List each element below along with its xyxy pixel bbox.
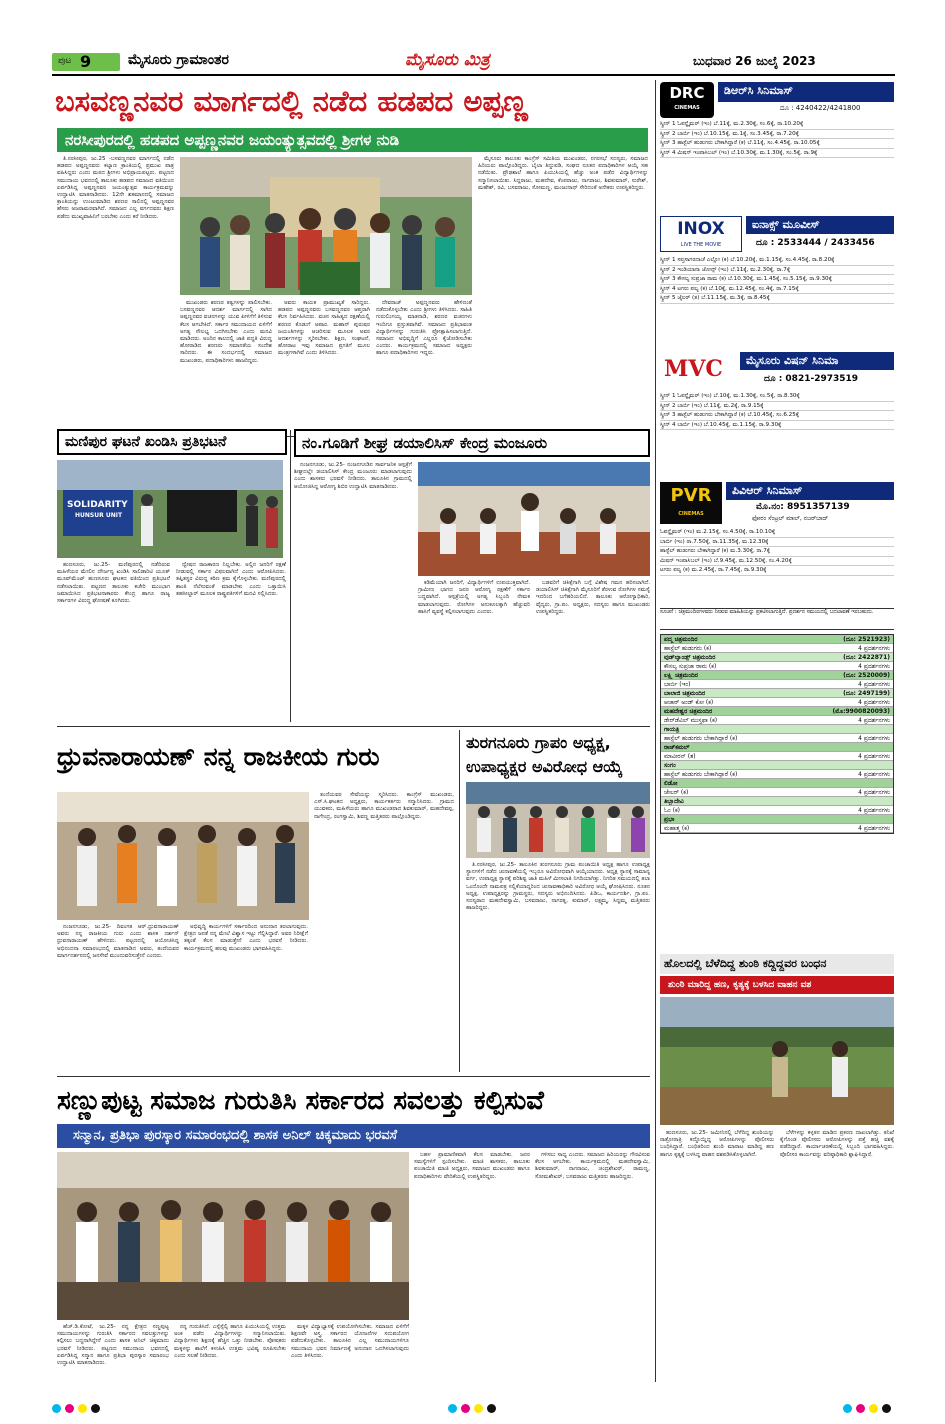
registration-marks-right	[843, 1404, 891, 1413]
header-rule	[52, 74, 895, 76]
manipur-photo	[57, 460, 283, 558]
theater-listing	[660, 634, 894, 834]
pvr-row: ಮಿಷನ್ ಇಂಪಾಸಿಬಲ್ (ಇಂ) ಬೆ.9.45ಕ್ಕೆ, ಮ.12.50ಕ್ಕೆ, ಸಂ.4.20ಕ್ಕೆ	[660, 557, 894, 567]
sannuputta-subhead: ಸನ್ಮಾನ, ಪ್ರತಿಭಾ ಪುರಸ್ಕಾರ ಸಮಾರಂಭದಲ್ಲಿ ಶಾಸಕ ಅನಿಲ್ ಚಿಕ್ಕಮಾದು ಭರವಸೆ	[57, 1124, 650, 1148]
drc-logo-subtext: CINEMAS	[674, 105, 700, 111]
pvr-header	[660, 482, 894, 524]
theater-name: ಪ್ರಭಾ	[664, 816, 675, 823]
pvr-row: ಟಗರು ಪಲ್ಯ (ಕ) ಮ.2.45ಕ್ಕೆ, ರಾ.7.45ಕ್ಕೆ, ರಾ.9.30ಕ್ಕೆ	[660, 566, 894, 576]
drc-name: ಡಿಆರ್‌ಸಿ ಸಿನಿಮಾಸ್	[718, 82, 894, 102]
inox-row: ಸ್ಕ್ರೀನ್ 1 ಸಪ್ತಸಾಗರದಾಚೆ ಎಲ್ಲೋ (ಕ) ಬೆ.10.20ಕ್ಕೆ, ಮ.1.15ಕ್ಕೆ, ಸಂ.4.45ಕ್ಕೆ, ರಾ.8.20ಕ್ಕೆ	[660, 256, 894, 266]
lead-subhead: ನರಸೀಪುರದಲ್ಲಿ ಹಡಪದ ಅಪ್ಪಣ್ಣನವರ ಜಯಂತ್ಯುತ್ಸವದಲ್ಲಿ ಶ್ರೀಗಳ ನುಡಿ	[57, 128, 648, 152]
yellow-dot	[869, 1404, 878, 1413]
registration-marks-center	[448, 1404, 496, 1413]
dialysis-photo	[418, 462, 650, 576]
theater-name-row	[661, 815, 893, 824]
lead-col-5: ಮೈಸೂರು ತಾಲೂಕು ಕಾಂಗ್ರೆಸ್ ಸಮಿತಿಯ ಮುಖಂಡರು, ನಗರಸಭೆ ಸದಸ್ಯರು, ಸಮಾಜದ ಹಿರಿಯರು ಪಾಲ್ಗೊಂಡಿದ್ದರು. ಬೈಲಾ ತಿದ್ದುಪಡಿ, ಸಂಘದ ನೂತನ ಪದಾಧಿಕಾರಿಗಳ ಆಯ್ಕೆ ಸಹ ನಡೆಯಿತು. ಪ್ರೌಢಶಾಲೆ ಹಾಗೂ ಪಿಯುಸಿಯಲ್ಲಿ ಹೆಚ್ಚು ಅಂಕ ಪಡೆದ ವಿದ್ಯಾರ್ಥಿಗಳನ್ನು ಸನ್ಮಾನಿಸಲಾಯಿತು. ಸಿದ್ದರಾಜು, ಮಹದೇವ, ಕೆಂಪರಾಜು, ನಾಗರಾಜು, ಶಿವಕುಮಾರ್, ಸುರೇಶ್, ಮಹೇಶ್, ರವಿ, ಬಸವರಾಜು, ಸೋಮಣ್ಣ, ಮಂಜುನಾಥ್ ಸೇರಿದಂತೆ ಅನೇಕರು ಉಪಸ್ಥಿತರಿದ್ದರು.	[478, 156, 648, 191]
theater-phone: (ದೂ: 2520009)	[843, 672, 890, 679]
theater-film-row	[661, 698, 893, 707]
divider	[57, 726, 650, 727]
pvr-logo	[660, 482, 722, 524]
drc-logo	[660, 82, 714, 118]
film-title: ಹಾಸ್ಟೆಲ್ ಹುಡುಗರು ಬೇಕಾಗಿದ್ದಾರೆ (ಕ)	[664, 735, 738, 742]
turaganur-body: ತಿ.ನರಸೀಪುರ, ಜು.25- ತಾಲೂಕಿನ ತುರಗನೂರು ಗ್ರಾಮ ಪಂಚಾಯಿತಿ ಅಧ್ಯಕ್ಷ ಹಾಗೂ ಉಪಾಧ್ಯಕ್ಷ ಸ್ಥಾನಗಳಿಗೆ ನಡೆದ ಚುನಾವಣೆಯಲ್ಲಿ ಇಬ್ಬರೂ ಅವಿರೋಧವಾಗಿ ಆಯ್ಕೆಯಾದರು. ಅಧ್ಯಕ್ಷ ಸ್ಥಾನಕ್ಕೆ ಸಾಮಾನ್ಯ ವರ್ಗ, ಉಪಾಧ್ಯಕ್ಷ ಸ್ಥಾನಕ್ಕೆ ಪರಿಶಿಷ್ಟ ಜಾತಿ ಮಹಿಳೆ ಮೀಸಲಾತಿ ನಿಗದಿಯಾಗಿತ್ತು. ನಿಗದಿತ ಸಮಯದಲ್ಲಿ ತಲಾ ಒಂದೊಂದೇ ನಾಮಪತ್ರ ಸಲ್ಲಿಕೆಯಾದ್ದರಿಂದ ಚುನಾವಣಾಧಿಕಾರಿ ಅವಿರೋಧ ಆಯ್ಕೆ ಘೋಷಿಸಿದರು. ನೂತನ ಅಧ್ಯಕ್ಷ, ಉಪಾಧ್ಯಕ್ಷರನ್ನು ಗ್ರಾಮಸ್ಥರು, ಸದಸ್ಯರು ಅಭಿನಂದಿಸಿದರು. ಪಿಡಿಒ, ಕಾರ್ಯದರ್ಶಿ, ಗ್ರಾ.ಪಂ. ಸದಸ್ಯರಾದ ಮಹದೇವಸ್ವಾಮಿ, ಬಸವರಾಜು, ನಾಗರತ್ನ, ಕುಮಾರ್, ಲಕ್ಷ್ಮಮ್ಮ, ಸಿದ್ದಮ್ಮ ಮತ್ತಿತರರು ಹಾಜರಿದ್ದರು.	[466, 862, 650, 912]
theater-name-row	[661, 779, 893, 788]
theater-film-row	[661, 788, 893, 797]
theater-name: ಲಿಡೋ	[664, 780, 678, 787]
show-count: 4 ಪ್ರದರ್ಶನಗಳು	[858, 825, 890, 832]
theater-name: ಗಾಯತ್ರಿ	[664, 726, 680, 733]
magenta-dot	[461, 1404, 470, 1413]
pvr-schedule	[660, 528, 894, 604]
theater-film-row	[661, 752, 893, 761]
show-count: 4 ಪ್ರದರ್ಶನಗಳು	[858, 699, 890, 706]
pvr-row: ಹಾಸ್ಟೆಲ್ ಹುಡುಗರು ಬೇಕಾಗಿದ್ದಾರೆ (ಕ) ಮ.3.30ಕ್ಕೆ, ರಾ.7ಕ್ಕೆ	[660, 547, 894, 557]
theater-name-row	[661, 797, 893, 806]
theater-phone: (ಮೊ:9900820093)	[832, 708, 890, 715]
theater-name-row	[661, 725, 893, 734]
theater-name-row	[661, 635, 893, 644]
inox-header	[660, 216, 894, 252]
show-count: 4 ಪ್ರದರ್ಶನಗಳು	[858, 753, 890, 760]
divider	[459, 730, 460, 1072]
drc-row: ಸ್ಕ್ರೀನ್ 2 ಬಾರ್ಬಿ (ಇಂ) ಬೆ.10.15ಕ್ಕೆ, ಮ.1ಕ್ಕೆ, ಸಂ.3.45ಕ್ಕೆ, ರಾ.7.20ಕ್ಕೆ	[660, 130, 894, 140]
theater-name-row	[661, 653, 893, 662]
theater-name: ಲಕ್ಷ್ಮಿ ಚಿತ್ರಮಂದಿರ	[664, 672, 698, 679]
column-divider	[655, 80, 656, 1382]
film-title: ಓಂ (ಕ)	[664, 807, 680, 814]
theater-film-row	[661, 662, 893, 671]
cyan-dot	[843, 1404, 852, 1413]
arrest-headline: ಹೊಲದಲ್ಲಿ ಬೆಳೆದಿದ್ದ ಶುಂಠಿ ಕದ್ದಿದ್ದವರ ಬಂಧನ	[660, 954, 894, 974]
drc-row: ಸ್ಕ್ರೀನ್ 1 ಓಪನ್ಹೈಮರ್ (ಇಂ) ಬೆ.11ಕ್ಕೆ, ಮ.2.30ಕ್ಕೆ, ಸಂ.6ಕ್ಕೆ, ರಾ.10.20ಕ್ಕೆ	[660, 120, 894, 130]
dialysis-col-2: ಕಡಿಮೆಯಾಗಿ ಜನರಿಗೆ, ವಿದ್ಯಾರ್ಥಿಗಳಿಗೆ ಉಪಯುಕ್ತವಾಗಿದೆ. ಗ್ರಾಮೀಣ ಭಾಗದ ಜನರ ಆರೋಗ್ಯ ರಕ್ಷಣೆಗೆ ಸರ್ಕಾರ ಬದ್ಧವಾಗಿದೆ. ಆಸ್ಪತ್ರೆಯಲ್ಲಿ ಅಗತ್ಯ ಸಿಬ್ಬಂದಿ ನೇಮಕ ಮಾಡಲಾಗುವುದು. ರೋಗಿಗಳ ಅನುಕೂಲಕ್ಕಾಗಿ ಹೆಚ್ಚುವರಿ ಹಾಸಿಗೆ ವ್ಯವಸ್ಥೆ ಕಲ್ಪಿಸಲಾಗುವುದು ಎಂದರು.	[418, 580, 530, 615]
black-dot	[882, 1404, 891, 1413]
dhruva-col-3: ತಂದೆಯವರ ಸೇವೆಯನ್ನು ಸ್ಮರಿಸಿದರು. ಕಾಂಗ್ರೆಸ್ ಮುಖಂಡರು, ಎಸ್.ಸಿ.ಘಟಕದ ಅಧ್ಯಕ್ಷರು, ಕಾರ್ಯಕರ್ತರು ಸನ್ಮಾನಿಸಿದರು. ಗ್ರಾಮದ ಯುವಕರು, ಮಹಿಳೆಯರು ಹಾಗೂ ಮುಖಂಡರಾದ ಶಿವಕುಮಾರ್, ಮಹದೇವಪ್ಪ, ನಾಗೇಂದ್ರ, ರಂಗಸ್ವಾಮಿ, ಶಿವಣ್ಣ ಮತ್ತಿತರರು ಪಾಲ್ಗೊಂಡಿದ್ದರು.	[314, 792, 454, 820]
film-title: ಹಾಸ್ಟೆಲ್ ಹುಡುಗರು ಬೇಕಾಗಿದ್ದಾರೆ (ಕ)	[664, 771, 738, 778]
theater-name: ರಾಜ್‌ಕಮಲ್	[664, 744, 690, 751]
magenta-dot	[65, 1404, 74, 1413]
pvr-venue: ಫೋರಂ ಸೆಂಟ್ರಲ್ ಮಾಲ್, ನಜರ್‌ಬಾದ್	[752, 515, 829, 522]
theater-name-row	[661, 707, 893, 716]
dhruva-col-1: ನಂಜನಗೂಡು, ಜು.25- ದಿವಂಗತ ಆರ್.ಧ್ರುವನಾರಾಯಣ್ ಅವರು ನನ್ನ ರಾಜಕೀಯ ಗುರು ಎಂದು ಶಾಸಕ ದರ್ಶನ್ ಧ್ರುವನಾರಾಯಣ್ ಹೇಳಿದರು. ಪಟ್ಟಣದಲ್ಲಿ ಆಯೋಜಿಸಿದ್ದ ಅಭಿನಂದನಾ ಸಮಾರಂಭದಲ್ಲಿ ಮಾತನಾಡಿದ ಅವರು, ತಂದೆಯವರ ಮಾರ್ಗದರ್ಶನದಲ್ಲಿ ಜನಸೇವೆ ಮುಂದುವರಿಸುತ್ತೇನೆ ಎಂದರು.	[57, 924, 179, 959]
show-count: 4 ಪ್ರದರ್ಶನಗಳು	[858, 771, 890, 778]
lead-photo	[180, 157, 472, 295]
inox-row: ಸ್ಕ್ರೀನ್ 3 ಕೌಸಲ್ಯ ಸುಪ್ರಜಾ ರಾಮ (ಕ) ಬೆ.10.30ಕ್ಕೆ, ಮ.1.45ಕ್ಕೆ, ಸಂ.5.15ಕ್ಕೆ, ರಾ.9.30ಕ್ಕೆ	[660, 275, 894, 285]
theater-name-row	[661, 761, 893, 770]
show-count: 4 ಪ್ರದರ್ಶನಗಳು	[858, 663, 890, 670]
theater-film-row	[661, 770, 893, 779]
pvr-phone: ಮೊ.ನಂ: 8951357139	[756, 502, 850, 512]
manipur-headline: ಮಣಿಪುರ ಘಟನೆ ಖಂಡಿಸಿ ಪ್ರತಿಭಟನೆ	[57, 429, 287, 455]
yellow-dot	[78, 1404, 87, 1413]
show-count: 4 ಪ್ರದರ್ಶನಗಳು	[858, 717, 890, 724]
dhruva-headline: ಧ್ರುವನಾರಾಯಣ್ ನನ್ನ ರಾಜಕೀಯ ಗುರು	[57, 742, 380, 771]
theater-film-row	[661, 806, 893, 815]
drc-row: ಸ್ಕ್ರೀನ್ 3 ಹಾಸ್ಟೆಲ್ ಹುಡುಗರು ಬೇಕಾಗಿದ್ದಾರೆ (ಕ) ಬೆ.11ಕ್ಕೆ, ಸಂ.4.45ಕ್ಕೆ, ರಾ.10.05ಕ್ಕೆ	[660, 139, 894, 149]
banner-subtext: HUNSUR UNIT	[75, 512, 123, 519]
cyan-dot	[448, 1404, 457, 1413]
drc-phone: ದೂ : 4240422/4241800	[780, 104, 861, 112]
theater-phone: (ದೂ: 2422871)	[843, 654, 890, 661]
pvr-name: ಪಿವಿಆರ್ ಸಿನಿಮಾಸ್	[726, 482, 894, 500]
inox-row: ಸ್ಕ್ರೀನ್ 2 ಇಂಡಿಯಾನಾ ಜೋನ್ಸ್ (ಇಂ) ಬೆ.11ಕ್ಕೆ, ಮ.2.30ಕ್ಕೆ, ರಾ.7ಕ್ಕೆ	[660, 266, 894, 276]
mvc-row: ಸ್ಕ್ರೀನ್ 1 ಓಪನ್ಹೈಮರ್ (ಇಂ) ಬೆ.10ಕ್ಕೆ, ಮ.1.30ಕ್ಕೆ, ಸಂ.5ಕ್ಕೆ, ರಾ.8.30ಕ್ಕೆ	[660, 392, 894, 402]
theater-name-row	[661, 689, 893, 698]
inox-logo-text: INOX	[677, 219, 725, 239]
dhruva-col-2: ಅಭಿವೃದ್ಧಿ ಕಾರ್ಯಗಳಿಗೆ ಸರ್ಕಾರದಿಂದ ಅನುದಾನ ತರಲಾಗುವುದು. ಕ್ಷೇತ್ರದ ಜನತೆ ನನ್ನ ಮೇಲೆ ವಿಶ್ವಾಸ ಇಟ್ಟು ಗೆಲ್ಲಿಸಿದ್ದಾರೆ. ಅವರ ನಿರೀಕ್ಷೆಗೆ ತಕ್ಕಂತೆ ಕೆಲಸ ಮಾಡುತ್ತೇನೆ ಎಂದು ಭರವಸೆ ನೀಡಿದರು. ಕಾರ್ಯಕ್ರಮದಲ್ಲಿ ಹಲವು ಮುಖಂಡರು ಭಾಗವಹಿಸಿದ್ದರು.	[184, 924, 308, 952]
film-title: ಮಹಾತ್ಮ (ಕ)	[664, 825, 690, 832]
page-number: 9	[80, 52, 92, 71]
theater-film-row	[661, 716, 893, 725]
yellow-dot	[474, 1404, 483, 1413]
lead-headline: ಬಸವಣ್ಣನವರ ಮಾರ್ಗದಲ್ಲಿ ನಡೆದ ಹಡಪದ ಅಪ್ಪಣ್ಣ	[55, 84, 528, 118]
inox-logo	[660, 216, 742, 252]
show-count: 4 ಪ್ರದರ್ಶನಗಳು	[858, 645, 890, 652]
film-title: ಬಾರ್ಬಿ (ಇಂ)	[664, 681, 691, 688]
banner-text: SOLIDARITY	[67, 500, 128, 510]
dialysis-headline: ನಂ.ಗೂಡಿಗೆ ಶೀಘ್ರ ಡಯಾಲಿಸಿಸ್ ಕೇಂದ್ರ ಮಂಜೂರು	[294, 429, 650, 457]
theater-film-row	[661, 644, 893, 653]
theater-phone: (ದೂ: 2497199)	[843, 690, 890, 697]
theater-name: ಪದ್ಮ ಚಿತ್ರಮಂದಿರ	[664, 636, 698, 643]
theater-name-row	[661, 671, 893, 680]
black-dot	[487, 1404, 496, 1413]
mvc-schedule	[660, 392, 894, 478]
dialysis-col-3: ಬಡವರಿಗೆ ಚಿಕಿತ್ಸೆಗಾಗಿ ಬಗ್ಗೆ ವಿಶೇಷ ಗಮನ ಹರಿಸಲಾಗಿದೆ. ಡಯಾಲಿಸಿಸ್ ಚಿಕಿತ್ಸೆಗಾಗಿ ಮೈಸೂರಿಗೆ ತೆರಳುವ ರೋಗಿಗಳ ಸಮಸ್ಯೆ ಇದರಿಂದ ಬಗೆಹರಿಯಲಿದೆ. ತಾಲೂಕು ಆರೋಗ್ಯಾಧಿಕಾರಿ, ವೈದ್ಯರು, ಗ್ರಾ.ಪಂ. ಅಧ್ಯಕ್ಷರು, ಸದಸ್ಯರು ಹಾಗೂ ಮುಖಂಡರು ಉಪಸ್ಥಿತರಿದ್ದರು.	[536, 580, 650, 615]
theater-name: ವುಡ್‌ಲ್ಯಾಂಡ್ಸ್ ಚಿತ್ರಮಂದಿರ	[664, 654, 716, 661]
black-dot	[91, 1404, 100, 1413]
arrest-col-2: ಬೆಳೆಗಳನ್ನು ಕಳ್ಳತನ ಮಾಡಿದ ಪ್ರಕರಣ ದಾಖಲಾಗಿತ್ತು. ತನಿಖೆ ಕೈಗೊಂಡ ಪೊಲೀಸರು ಆರೋಪಿಗಳನ್ನು ಪತ್ತೆ ಹಚ್ಚಿ ವಶಕ್ಕೆ ಪಡೆದಿದ್ದಾರೆ. ಕಾರ್ಯಾಚರಣೆಯಲ್ಲಿ ಸಿಬ್ಬಂದಿ ಭಾಗವಹಿಸಿದ್ದರು. ಪೊಲೀಸರ ಕಾರ್ಯವನ್ನು ವರಿಷ್ಠಾಧಿಕಾರಿ ಶ್ಲಾಘಿಸಿದ್ದಾರೆ.	[780, 1130, 894, 1158]
turaganur-photo	[466, 782, 650, 858]
cinema-note: ಸೂಚನೆ : ಚಿತ್ರಮಂದಿರಗಳವರು ನೀಡುವ ಮಾಹಿತಿಯನ್ನು ಪ್ರಕಟಿಸಲಾಗುತ್ತಿದೆ. ಪ್ರದರ್ಶನ ಸಮಯದಲ್ಲಿ ಬದಲಾವಣೆ ಇರಬಹುದು.	[660, 608, 894, 630]
sannuputta-photo	[57, 1152, 409, 1320]
film-title: ಮಾವೀರನ್ (ತ)	[664, 753, 696, 760]
inox-schedule	[660, 256, 894, 348]
dhruva-photo	[57, 792, 309, 920]
mvc-logo: MVC	[664, 356, 723, 382]
theater-film-row	[661, 680, 893, 689]
lead-col-4: ದೇವರಾಜ್ ಅಪ್ಪಣ್ಣನವರು ಹೇಳಿದಂತೆ ನಡೆದುಕೊಳ್ಳಬೇಕು ಎಂದು ಶ್ರೀಗಳು ತಿಳಿಸಿದರು. ಸಾಹಿತಿ ಗುರುಲಿಂಗಯ್ಯ ಮಾತನಾಡಿ, ಶರಣರ ವಚನಗಳು ಇಂದಿಗೂ ಪ್ರಸ್ತುತವಾಗಿವೆ. ಸಮಾಜದ ಪ್ರತಿಭಾವಂತ ವಿದ್ಯಾರ್ಥಿಗಳನ್ನು ಗುರುತಿಸಿ ಪ್ರೋತ್ಸಾಹಿಸಲಾಗುತ್ತಿದೆ. ಸಮಾಜದ ಅಭಿವೃದ್ಧಿಗೆ ಎಲ್ಲರೂ ಕೈಜೋಡಿಸಬೇಕು ಎಂದರು. ಕಾರ್ಯಕ್ರಮದಲ್ಲಿ ಸಮಾಜದ ಅಧ್ಯಕ್ಷರು ಹಾಗೂ ಪದಾಧಿಕಾರಿಗಳು ಇದ್ದರು.	[376, 300, 472, 357]
dateline: ಬುಧವಾರ 26 ಜುಲೈ 2023	[693, 54, 816, 68]
mvc-phone: ದೂ : 0821-2973519	[764, 374, 859, 384]
film-title: ಜೇಲರ್ (ಕ)	[664, 789, 689, 796]
mvc-name: ಮೈಸೂರು ವಿಷನ್ ಸಿನಿಮಾ	[740, 352, 894, 370]
theater-phone: (ದೂ: 2521923)	[843, 636, 890, 643]
film-title: ಹಾಸ್ಟೆಲ್ ಹುಡುಗರು (ಕ)	[664, 645, 712, 652]
section-name: ಮೈಸೂರು ಗ್ರಾಮಾಂತರ	[128, 52, 229, 68]
show-count: 4 ಪ್ರದರ್ಶನಗಳು	[858, 735, 890, 742]
arrest-photo	[660, 997, 894, 1125]
sannuputta-col-1: ಹೆಚ್.ಡಿ.ಕೋಟೆ, ಜು.25- ನನ್ನ ಕ್ಷೇತ್ರದ ಸಣ್ಣಪುಟ್ಟ ಸಮುದಾಯಗಳನ್ನು ಗುರುತಿಸಿ ಸರ್ಕಾರದ ಸವಲತ್ತುಗಳನ್ನು ಕಲ್ಪಿಸಲು ಬದ್ಧನಾಗಿದ್ದೇನೆ ಎಂದು ಶಾಸಕ ಅನಿಲ್ ಚಿಕ್ಕಮಾದು ಭರವಸೆ ನೀಡಿದರು. ಪಟ್ಟಣದ ಸಮುದಾಯ ಭವನದಲ್ಲಿ ಏರ್ಪಡಿಸಿದ್ದ ಸನ್ಮಾನ ಹಾಗೂ ಪ್ರತಿಭಾ ಪುರಸ್ಕಾರ ಸಮಾರಂಭ ಉದ್ಘಾಟಿಸಿ ಮಾತನಾಡಿದರು.	[57, 1324, 169, 1367]
mvc-row: ಸ್ಕ್ರೀನ್ 4 ಬಾರ್ಬಿ (ಇಂ) ಬೆ.10.45ಕ್ಕೆ, ಮ.1.15ಕ್ಕೆ, ರಾ.9.30ಕ್ಕೆ	[660, 421, 894, 431]
theater-name-row	[661, 743, 893, 752]
inox-logo-subtext: LIVE THE MOVIE	[680, 242, 722, 248]
pvr-row: ಓಪನ್ಹೈಮರ್ (ಇಂ) ಮ.2.15ಕ್ಕೆ, ಸಂ.4.50ಕ್ಕೆ, ರಾ.10.10ಕ್ಕೆ	[660, 528, 894, 538]
mvc-header	[660, 352, 894, 388]
film-title: ಆಚಾರ್ ಅಂಡ್ ಕೋ (ಕ)	[664, 699, 714, 706]
mvc-row: ಸ್ಕ್ರೀನ್ 3 ಹಾಸ್ಟೆಲ್ ಹುಡುಗರು ಬೇಕಾಗಿದ್ದಾರೆ (ಕ) ಬೆ.10.45ಕ್ಕೆ, ಸಂ.6.25ಕ್ಕೆ	[660, 411, 894, 421]
sannuputta-col-2: ನನ್ನ ಗುರುತಿಸಿದೆ. ಎಸ್ಸೆಸ್ಸೆಲ್ಸಿ ಹಾಗೂ ಪಿಯುಸಿಯಲ್ಲಿ ಉತ್ತಮ ಅಂಕ ಪಡೆದ ವಿದ್ಯಾರ್ಥಿಗಳನ್ನು ಸನ್ಮಾನಿಸಲಾಯಿತು. ವಿದ್ಯಾರ್ಥಿಗಳು ಶಿಕ್ಷಣಕ್ಕೆ ಹೆಚ್ಚಿನ ಒತ್ತು ನೀಡಬೇಕು. ಪೋಷಕರು ಮಕ್ಕಳನ್ನು ಶಾಲೆಗೆ ಕಳುಹಿಸಿ ಉತ್ತಮ ಭವಿಷ್ಯ ರೂಪಿಸಬೇಕು ಎಂದು ಸಲಹೆ ನೀಡಿದರು.	[174, 1324, 286, 1359]
sannuputta-headline: ಸಣ್ಣುಪುಟ್ಟ ಸಮಾಜ ಗುರುತಿಸಿ ಸರ್ಕಾರದ ಸವಲತ್ತು ಕಲ್ಪಿಸುವೆ	[57, 1086, 544, 1116]
lead-col-1: ತಿ.ನರಸೀಪುರ, ಜು.25 -ಬಸವಣ್ಣನವರ ಮಾರ್ಗದಲ್ಲಿ ನಡೆದ ಹಡಪದ ಅಪ್ಪಣ್ಣನವರು ಕಲ್ಯಾಣ ಕ್ರಾಂತಿಯಲ್ಲಿ ಪ್ರಮುಖ ಪಾತ್ರ ವಹಿಸಿದ್ದರು ಎಂದು ಮಠದ ಶ್ರೀಗಳು ಅಭಿಪ್ರಾಯಪಟ್ಟರು. ಪಟ್ಟಣದ ಸಮುದಾಯ ಭವನದಲ್ಲಿ ತಾಲೂಕು ಹಡಪದ ಸಮಾಜದ ವತಿಯಿಂದ ಏರ್ಪಡಿಸಿದ್ದ ಅಪ್ಪಣ್ಣನವರ ಜಯಂತ್ಯುತ್ಸವ ಕಾರ್ಯಕ್ರಮವನ್ನು ಉದ್ಘಾಟಿಸಿ ಮಾತನಾಡಿದರು. 12ನೇ ಶತಮಾನದಲ್ಲಿ ಸಮಾಜದ ಕ್ರಾಂತಿಯನ್ನು ಉಂಟುಮಾಡಿದ ಶರಣರ ಸಾಲಿನಲ್ಲಿ ಅಪ್ಪಣ್ಣನವರ ಹೆಸರು ಅಜರಾಮರವಾಗಿದೆ. ಸಮಾಜದ ಎಲ್ಲ ವರ್ಗದವರು ಶಿಕ್ಷಣ ಪಡೆದು ಮುಖ್ಯವಾಹಿನಿಗೆ ಬರಬೇಕು ಎಂದು ಕರೆ ನೀಡಿದರು.	[57, 156, 174, 220]
sannuputta-col-3: ಮಕ್ಕಳ ವಿದ್ಯಾಭ್ಯಾಸಕ್ಕೆ ಉಪಯೋಗಿಸಬೇಕು. ಸಮಾಜದ ಏಳಿಗೆಗೆ ಶಿಕ್ಷಣವೇ ಅಸ್ತ್ರ. ಸರ್ಕಾರದ ಯೋಜನೆಗಳ ಸದುಪಯೋಗ ಪಡೆದುಕೊಳ್ಳಬೇಕು. ತಾಲೂಕಿನ ಎಲ್ಲ ಸಮುದಾಯಗಳಿಗೂ ಸಮುದಾಯ ಭವನ ನಿರ್ಮಾಣಕ್ಕೆ ಅನುದಾನ ಒದಗಿಸಲಾಗುವುದು ಎಂದು ತಿಳಿಸಿದರು.	[291, 1324, 409, 1359]
inox-row: ಸ್ಕ್ರೀನ್ 4 ಟಗರು ಪಲ್ಯ (ಕ) ಬೆ.10ಕ್ಕೆ, ಮ.12.45ಕ್ಕೆ, ಸಂ.4ಕ್ಕೆ, ರಾ.7.15ಕ್ಕೆ	[660, 285, 894, 295]
inox-name: ಐನಾಕ್ಸ್ ಮೂವೀಸ್	[746, 216, 894, 234]
drc-logo-text: DRC	[669, 84, 705, 102]
manipur-col-2: ದ್ವೇಷದ ರಾಜಕಾರಣ ನಿಲ್ಲಬೇಕು. ಅಲ್ಲಿನ ಜನರಿಗೆ ರಕ್ಷಣೆ ನೀಡುವಲ್ಲಿ ಸರ್ಕಾರ ವಿಫಲವಾಗಿದೆ ಎಂದು ಆರೋಪಿಸಿದರು. ತಪ್ಪಿತಸ್ಥರ ವಿರುದ್ಧ ಕಠಿಣ ಕ್ರಮ ಕೈಗೊಳ್ಳಬೇಕು. ಮಣಿಪುರದಲ್ಲಿ ಶಾಂತಿ ನೆಲೆಸುವಂತೆ ಮಾಡಬೇಕು ಎಂದು ಒತ್ತಾಯಿಸಿ ತಹಸೀಲ್ದಾರ್ ಮೂಲಕ ರಾಷ್ಟ್ರಪತಿಗಳಿಗೆ ಮನವಿ ಸಲ್ಲಿಸಿದರು.	[176, 562, 286, 597]
film-title: ಕೌಸಲ್ಯ ಸುಪ್ರಜಾ ರಾಮ (ಕ)	[664, 663, 717, 670]
drc-schedule	[660, 120, 894, 212]
drc-header	[660, 82, 894, 118]
arrest-subhead: ಶುಂಠಿ ಮಾರಿದ್ದ ಹಣ, ಕೃತ್ಯಕ್ಕೆ ಬಳಸಿದ ವಾಹನ ವಶ	[660, 976, 894, 994]
manipur-col-1: ಹುಣಸೂರು, ಜು.25- ಮಣಿಪುರದಲ್ಲಿ ನಡೆದಿರುವ ಮಹಿಳೆಯರ ಮೇಲಿನ ದೌರ್ಜನ್ಯ ಖಂಡಿಸಿ ಸಾಲಿಡಾರಿಟಿ ಯೂತ್ ಮೂವ್‌ಮೆಂಟ್ ಹುಣಸೂರು ಘಟಕದ ವತಿಯಿಂದ ಪ್ರತಿಭಟನೆ ನಡೆಸಲಾಯಿತು. ಪಟ್ಟಣದ ತಾಲೂಕು ಕಚೇರಿ ಮುಂಭಾಗ ಜಮಾಯಿಸಿದ ಪ್ರತಿಭಟನಾಕಾರರು ಕೇಂದ್ರ ಹಾಗೂ ರಾಜ್ಯ ಸರ್ಕಾರಗಳ ವಿರುದ್ಧ ಘೋಷಣೆ ಕೂಗಿದರು.	[57, 562, 170, 605]
turaganur-headline-2: ಉಪಾಧ್ಯಕ್ಷರ ಅವಿರೋಧ ಆಯ್ಕೆ	[466, 757, 623, 776]
sannuputta-col-4: ಬಹಳ ಪ್ರಾಮಾಣಿಕವಾಗಿ ಕೆಲಸ ಮಾಡಬೇಕು. ಜನರ ಸಮಸ್ಯೆಗಳಿಗೆ ಸ್ಪಂದಿಸಬೇಕು. ಮಾಜಿ ಶಾಸಕರು, ತಾಲೂಕು ಪಂಚಾಯಿತಿ ಮಾಜಿ ಅಧ್ಯಕ್ಷರು, ಸಮಾಜದ ಮುಖಂಡರು ಹಾಗೂ ಪದಾಧಿಕಾರಿಗಳು ವೇದಿಕೆಯಲ್ಲಿ ಉಪಸ್ಥಿತರಿದ್ದರು.	[414, 1152, 530, 1180]
pvr-row: ಬಾರ್ಬಿ (ಇಂ) ರಾ.7.50ಕ್ಕೆ, ರಾ.11.35ಕ್ಕೆ, ಮ.12.30ಕ್ಕೆ	[660, 538, 894, 548]
theater-name: ಸಂಗಂ	[664, 762, 676, 769]
show-count: 4 ಪ್ರದರ್ಶನಗಳು	[858, 789, 890, 796]
theater-name: ಮಹದೇಶ್ವರ ಚಿತ್ರಮಂದಿರ	[664, 708, 713, 715]
inox-phone: ದೂ : 2533444 / 2433456	[756, 238, 875, 248]
sannuputta-col-5: ಗಳಿಸಲು ಸಾಧ್ಯ ಎಂದರು. ಸಮಾಜದ ಹಿರಿಯರನ್ನು ಗೌರವಿಸುವ ಕೆಲಸ ಆಗಬೇಕು. ಕಾರ್ಯಕ್ರಮದಲ್ಲಿ ಮಹದೇವಸ್ವಾಮಿ, ಶಿವಕುಮಾರ್, ನಾಗರಾಜು, ಚಂದ್ರಶೇಖರ್, ರಾಮಣ್ಣ, ಸೋಮಶೇಖರ್, ಬಸವರಾಜು ಮತ್ತಿತರರು ಹಾಜರಿದ್ದರು.	[535, 1152, 650, 1180]
theater-film-row	[661, 824, 893, 833]
pvr-logo-text: PVR	[670, 485, 712, 506]
divider	[57, 1076, 650, 1077]
turaganur-headline-1: ತುರಗನೂರು ಗ್ರಾಪಂ ಅಧ್ಯಕ್ಷ,	[466, 733, 611, 752]
lead-col-3: ಅವರು ಕಾಯಕ ಪ್ರಾಮುಖ್ಯತೆ ಸಾರಿದ್ದರು. ಹಡಪದ ಅಪ್ಪಣ್ಣನವರು ಬಸವಣ್ಣನವರ ಆಪ್ತರಾಗಿ ಕೆಲಸ ನಿರ್ವಹಿಸಿದರು. ವಚನ ಸಾಹಿತ್ಯದ ರಕ್ಷಣೆಯಲ್ಲಿ ಶರಣರ ಕೊಡುಗೆ ಅಪಾರ. ಮಹಾನ್ ಪುರುಷರ ಜಯಂತಿಗಳನ್ನು ಆಚರಿಸುವ ಮೂಲಕ ಅವರ ಆದರ್ಶಗಳನ್ನು ಸ್ಮರಿಸಬೇಕು. ಶಿಕ್ಷಣ, ಸಂಘಟನೆ, ಹೋರಾಟ ಇವು ಸಮಾಜದ ಪ್ರಗತಿಗೆ ಮೂಲ ಮಂತ್ರಗಳಾಗಿವೆ ಎಂದು ತಿಳಿಸಿದರು.	[278, 300, 370, 357]
theater-name: ಬಾಲಾಜಿ ಚಿತ್ರಮಂದಿರ	[664, 690, 706, 697]
mvc-row: ಸ್ಕ್ರೀನ್ 2 ಬಾರ್ಬಿ (ಇಂ) ಬೆ.11ಕ್ಕೆ, ಮ.2ಕ್ಕೆ, ರಾ.9.15ಕ್ಕೆ	[660, 402, 894, 412]
page-label: ಪುಟ	[58, 56, 72, 66]
dialysis-col-1: ನಂಜನಗೂಡು, ಜು.25- ನಂಜನಗೂಡಿನ ಸಾರ್ವಜನಿಕ ಆಸ್ಪತ್ರೆಗೆ ಶೀಘ್ರದಲ್ಲೇ ಡಯಾಲಿಸಿಸ್ ಕೇಂದ್ರ ಮಂಜೂರು ಮಾಡಲಾಗುವುದು ಎಂದು ಶಾಸಕರು ಭರವಸೆ ನೀಡಿದರು. ತಾಲೂಕಿನ ಗ್ರಾಮದಲ್ಲಿ ಆಯೋಜಿಸಿದ್ದ ಆರೋಗ್ಯ ಶಿಬಿರ ಉದ್ಘಾಟಿಸಿ ಮಾತನಾಡಿದರು.	[294, 462, 412, 490]
show-count: 4 ಪ್ರದರ್ಶನಗಳು	[858, 681, 890, 688]
arrest-col-1: ಹುಣಸೂರು, ಜು.25- ಜಮೀನಿನಲ್ಲಿ ಬೆಳೆದಿದ್ದ ಶುಂಠಿಯನ್ನು ರಾತ್ರೋರಾತ್ರಿ ಕದ್ದೊಯ್ದಿದ್ದ ಆರೋಪಿಗಳನ್ನು ಪೊಲೀಸರು ಬಂಧಿಸಿದ್ದಾರೆ. ಬಂಧಿತರಿಂದ ಶುಂಠಿ ಮಾರಾಟ ಮಾಡಿದ್ದ ಹಣ ಹಾಗೂ ಕೃತ್ಯಕ್ಕೆ ಬಳಸಿದ್ದ ವಾಹನ ವಶಪಡಿಸಿಕೊಳ್ಳಲಾಗಿದೆ.	[660, 1130, 774, 1158]
film-title: ಡೇರ್‌ಡೆವಿಲ್ ಮುಸ್ತಫಾ (ಕ)	[664, 717, 718, 724]
show-count: 4 ಪ್ರದರ್ಶನಗಳು	[858, 807, 890, 814]
pvr-logo-subtext: CINEMAS	[678, 511, 704, 517]
inox-row: ಸ್ಕ್ರೀನ್ 5 ಜೈಲರ್ (ತ) ಬೆ.11.15ಕ್ಕೆ, ಮ.3ಕ್ಕೆ, ರಾ.8.45ಕ್ಕೆ	[660, 294, 894, 304]
lead-col-2: ಮುಖಂಡರು ಶರಣರ ತತ್ವಗಳನ್ನು ಪಾಲಿಸಬೇಕು. ಬಸವಣ್ಣನವರ ಆದರ್ಶ ಮಾರ್ಗದಲ್ಲಿ ಸಾಗಿದ ಅಪ್ಪಣ್ಣನವರ ವಚನಗಳನ್ನು ಯುವ ಪೀಳಿಗೆಗೆ ತಿಳಿಸುವ ಕೆಲಸ ಆಗಬೇಕಿದೆ. ಸರ್ಕಾರ ಸಮುದಾಯದ ಏಳಿಗೆಗೆ ಅಗತ್ಯ ಸೌಲಭ್ಯ ಒದಗಿಸಬೇಕು ಎಂದು ಮನವಿ ಮಾಡಿದರು. ಅಂದಿನ ಕಾಲದಲ್ಲಿ ಜಾತಿ ಪದ್ಧತಿ ವಿರುದ್ಧ ಹೋರಾಡಿದ ಶರಣರು ಸಮಾನತೆಯ ಸಂದೇಶ ಸಾರಿದರು. ಈ ಸಂದರ್ಭದಲ್ಲಿ ಸಮಾಜದ ಮುಖಂಡರು, ಪದಾಧಿಕಾರಿಗಳು ಹಾಜರಿದ್ದರು.	[180, 300, 272, 364]
drc-row: ಸ್ಕ್ರೀನ್ 4 ಮಿಷನ್ ಇಂಪಾಸಿಬಲ್ (ಇಂ) ಬೆ.10.30ಕ್ಕೆ, ಮ.1.30ಕ್ಕೆ, ಸಂ.5ಕ್ಕೆ, ರಾ.9ಕ್ಕೆ	[660, 149, 894, 159]
registration-marks-left	[52, 1404, 100, 1413]
cyan-dot	[52, 1404, 61, 1413]
page-badge	[52, 53, 120, 71]
magenta-dot	[856, 1404, 865, 1413]
masthead: ಮೈಸೂರು ಮಿತ್ರ	[405, 50, 490, 70]
theater-name: ತಿಬ್ಬಾದೇವಿ	[664, 798, 684, 805]
divider	[290, 430, 291, 722]
theater-film-row	[661, 734, 893, 743]
